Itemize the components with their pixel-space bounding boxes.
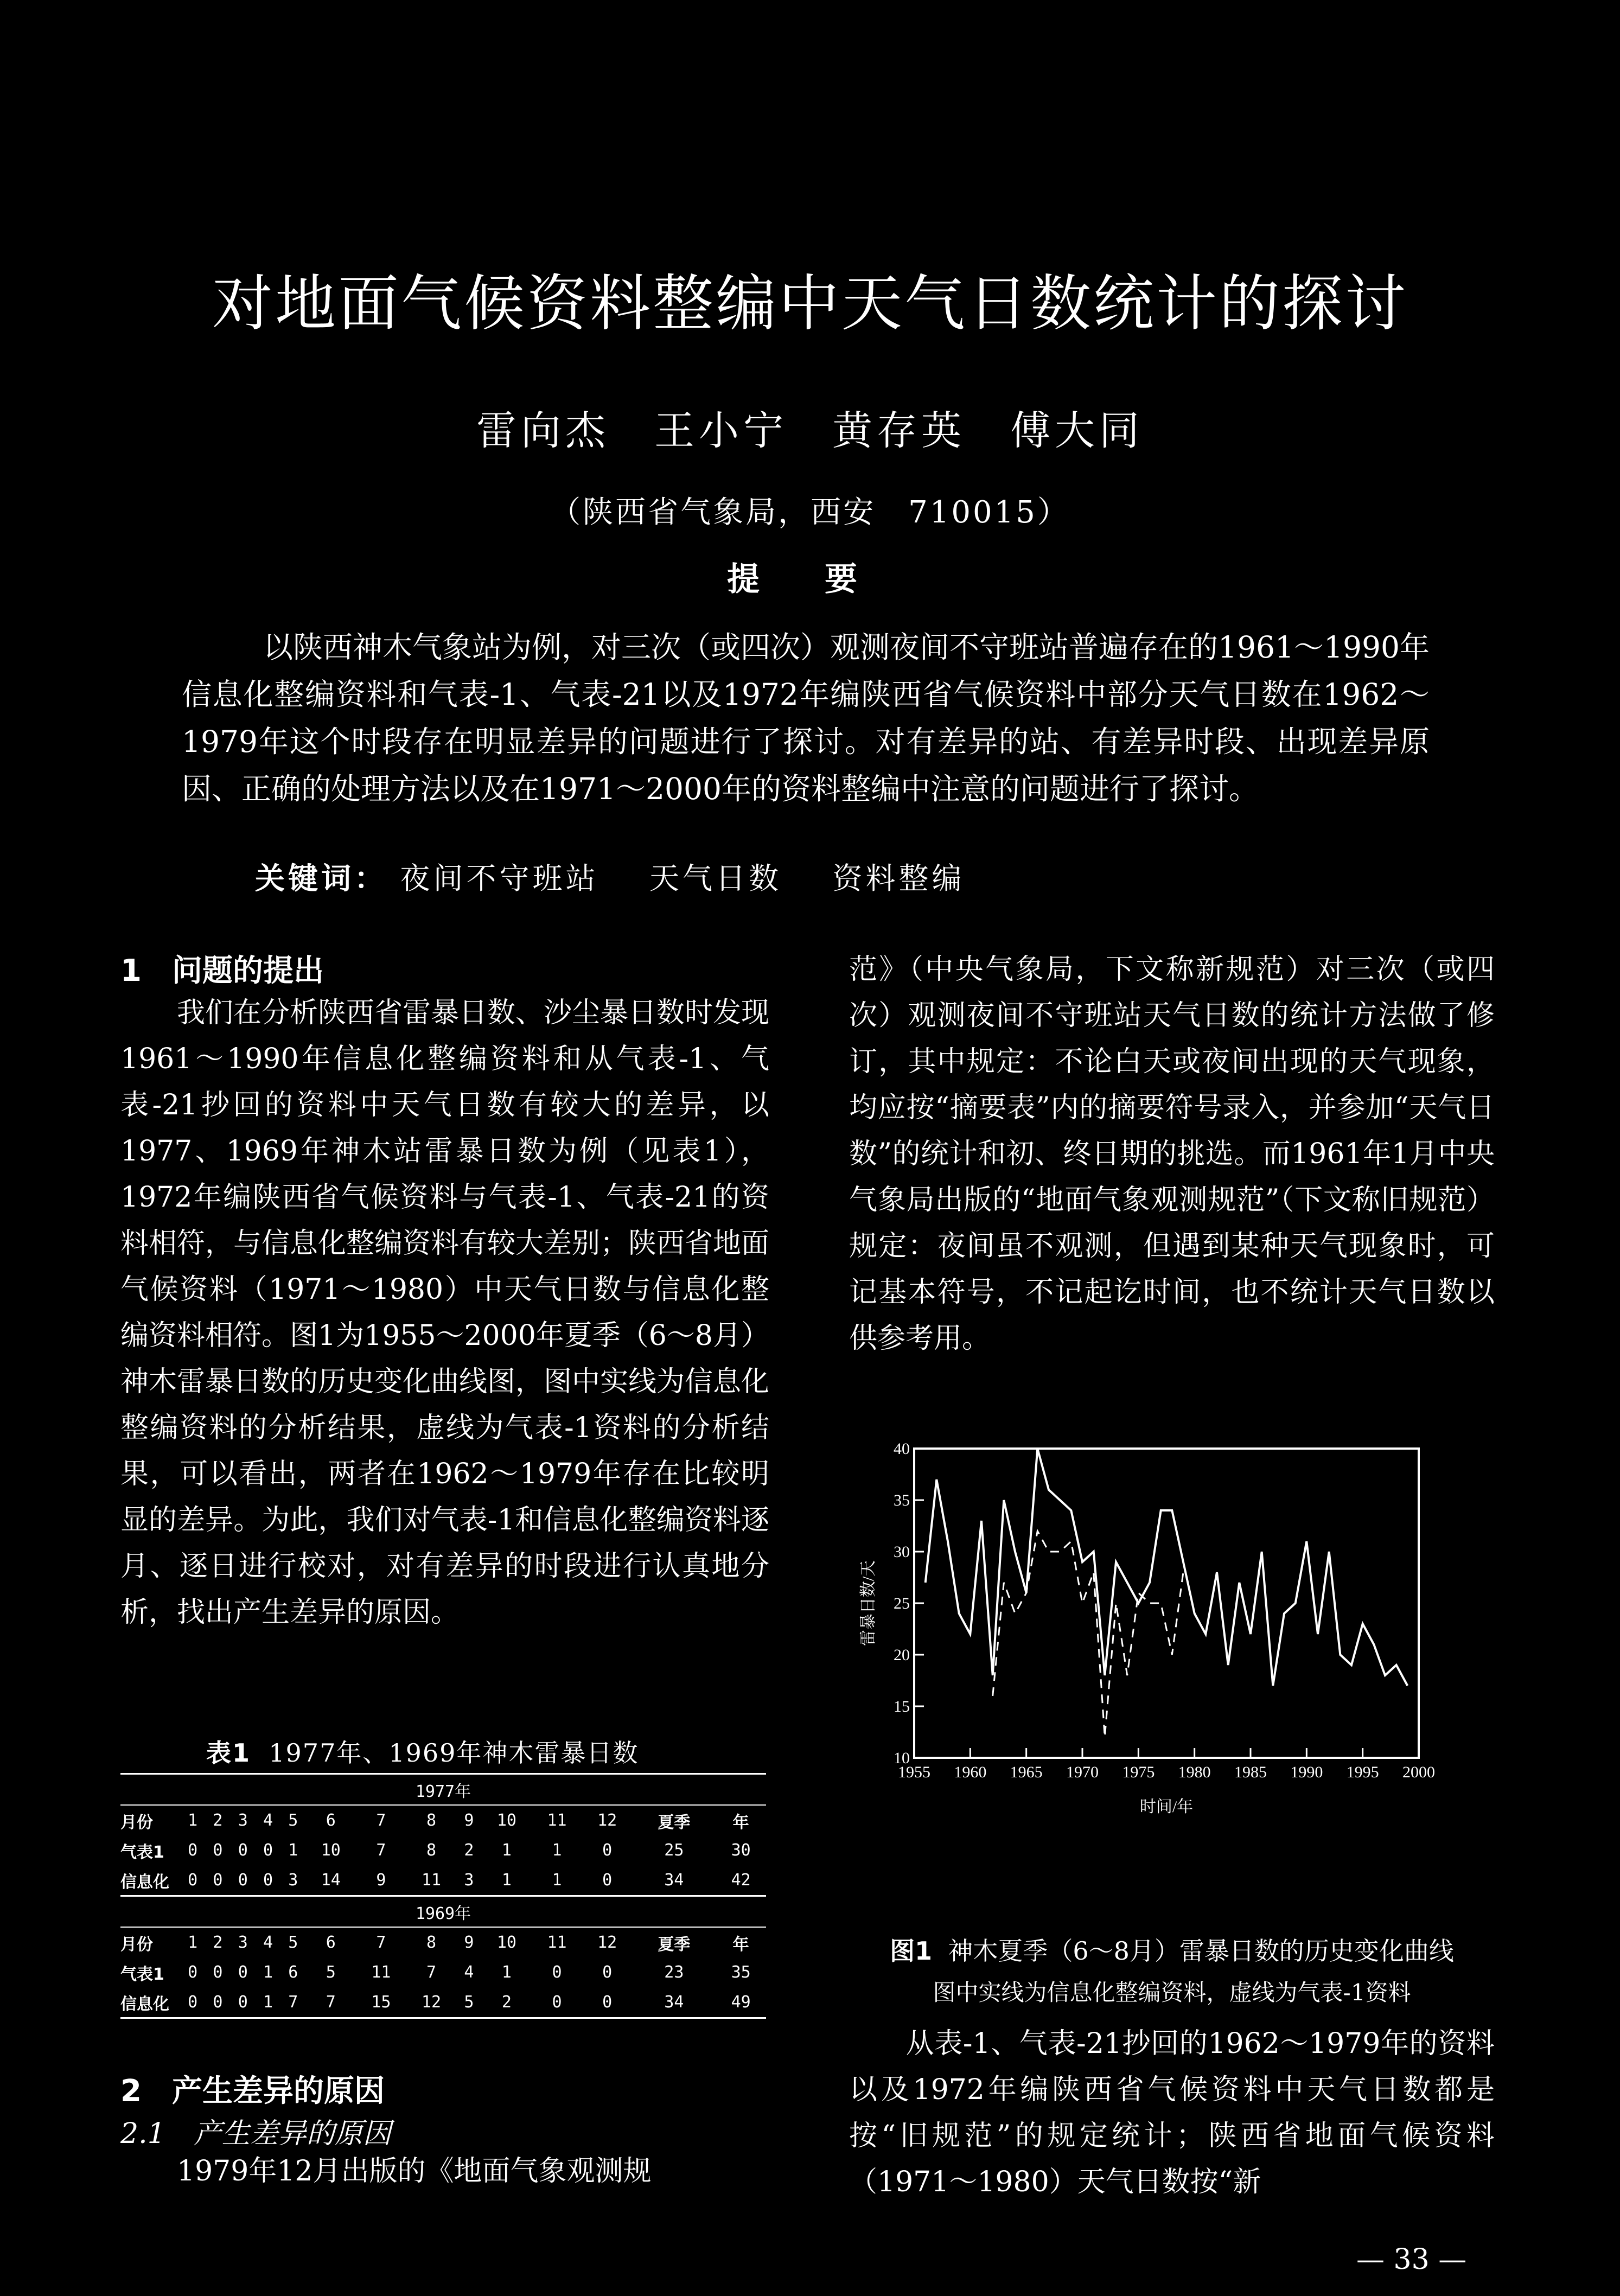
x-tick-label: 1975 [1122,1763,1155,1781]
section1-heading: 1 问题的提出 [120,953,324,988]
table-cell: 35 [731,1963,751,1982]
table-header-cell: 10 [482,1927,532,1957]
table-cell: 14 [305,1865,356,1896]
section2-heading: 2 产生差异的原因 [120,2074,385,2109]
table-header-cell: 3 [231,1805,256,1835]
x-axis-label: 时间/年 [1139,1798,1194,1816]
table-cell: 1 [501,1841,512,1860]
table-header-cell: 5 [280,1805,305,1835]
table-cell: 0 [205,1865,230,1896]
table-cell: 1 [256,1987,280,2018]
table-cell: 气表1 [120,1842,164,1862]
table1-caption [206,1733,639,1769]
table-cell: 0 [188,1841,198,1860]
table-cell: 42 [716,1865,766,1896]
table-row [120,1987,766,2018]
table-header-cell: 12 [582,1927,633,1957]
figure1-note: 图中实线为信息化整编资料，虚线为气表-1资料 [933,1979,1411,2006]
abstract [182,624,1430,813]
table-cell: 4 [464,1963,474,1982]
table-cell: 1 [263,1963,273,1982]
table-row [120,1865,766,1896]
table-cell: 1 [552,1841,562,1860]
table-cell: 34 [632,1987,716,2018]
table-cell: 7 [376,1841,386,1860]
table-header-cell: 12 [582,1805,633,1835]
y-tick-label: 35 [894,1491,910,1509]
table-cell: 12 [406,1987,457,2018]
abstract-heading: 提要 [727,560,922,598]
table-cell: 气表1 [120,1965,164,1984]
table-cell: 0 [602,1963,613,1982]
x-tick-label: 1960 [954,1763,987,1781]
table-cell: 34 [632,1865,716,1896]
table-cell: 0 [180,1865,205,1896]
table-cell: 23 [664,1963,684,1982]
table-cell: 1 [532,1865,582,1896]
table-header-cell: 10 [482,1805,532,1835]
table-cell: 0 [256,1865,280,1896]
table-header-row [120,1927,766,1957]
section1-body [120,990,769,1636]
authors: 雷向杰 王小宁 黄存英 傅大同 [476,407,1144,454]
table-header-cell: 月份 [120,1805,180,1835]
table-cell: 7 [305,1987,356,2018]
table-header-cell: 1 [180,1927,205,1957]
affiliation: （陕西省气象局，西安 710015） [550,495,1070,530]
table-cell: 1 [482,1865,532,1896]
table-cell: 25 [664,1841,684,1860]
y-tick-label: 30 [894,1543,910,1561]
table-header-cell: 4 [256,1805,280,1835]
keyword: 天气日数 [649,861,782,896]
table-header-cell: 年 [716,1927,766,1957]
table-cell: 0 [582,1865,633,1896]
x-tick-label: 1985 [1234,1763,1267,1781]
y-tick-label: 15 [894,1698,910,1715]
table-cell: 信息化 [120,1865,180,1896]
section2-paragraph: 1979年12月出版的《地面气象观测规 [177,2155,652,2187]
page-number: — 33 — [1356,2243,1467,2276]
table-cell: 0 [602,1841,613,1860]
table-cell: 5 [326,1963,336,1982]
figure1 [849,1432,1495,1828]
table-header-cell: 9 [456,1927,481,1957]
table-cell: 0 [582,1987,633,2018]
table-cell: 2 [464,1841,474,1860]
table-header-cell: 夏季 [632,1927,716,1957]
x-tick-label: 1965 [1010,1763,1043,1781]
table-cell: 49 [716,1987,766,2018]
x-tick-label: 2000 [1402,1763,1435,1781]
right-column-top [849,947,1495,1362]
table-year-row [120,1774,766,1806]
y-tick-label: 40 [894,1440,910,1458]
table-cell: 0 [231,1987,256,2018]
table-header-cell: 2 [205,1805,230,1835]
y-tick-label: 10 [894,1749,910,1767]
table-header-cell: 年 [716,1805,766,1835]
table-cell: 10 [321,1841,341,1860]
y-axis-label: 雷暴日数/天 [859,1560,877,1647]
table-cell: 30 [731,1841,751,1860]
table1-label: 表1 [206,1738,251,1768]
table-cell: 0 [213,1841,223,1860]
figure1-title: 神木夏季（6～8月）雷暴日数的历史变化曲线 [948,1936,1454,1966]
table-header-cell: 3 [231,1927,256,1957]
table-header-cell: 2 [205,1927,230,1957]
table1-grid [120,1773,766,2019]
table-header-cell: 11 [532,1927,582,1957]
table-header-cell: 7 [356,1927,406,1957]
y-tick-label: 20 [894,1646,910,1664]
table-header-cell: 8 [406,1927,457,1957]
table-header-cell: 6 [305,1805,356,1835]
table-cell: 3 [280,1865,305,1896]
table-cell: 0 [213,1963,223,1982]
table-header-cell: 11 [532,1805,582,1835]
table-year-row [120,1896,766,1928]
keywords-label: 关键词： [255,861,388,896]
table-header-cell: 5 [280,1927,305,1957]
x-tick-label: 1980 [1178,1763,1211,1781]
table-cell: 0 [238,1963,248,1982]
table-year-label: 1969年 [415,1904,471,1923]
figure1-chart [849,1432,1495,1828]
table1-title: 1977年、1969年神木雷暴日数 [269,1738,639,1768]
table-cell: 2 [482,1987,532,2018]
keyword: 夜间不守班站 [400,861,599,896]
table-header-cell: 4 [256,1927,280,1957]
table-header-cell: 8 [406,1805,457,1835]
table-cell: 信息化 [120,1987,180,2018]
abstract-text: 以陕西神木气象站为例，对三次（或四次）观测夜间不守班站普遍存在的1961～1990年信息化整编资料和气表-1、气表-21以及1972年编陕西省气候资料中部分天气日数在1962～1979年这个时段存在明显差异的问题进行了探讨。对有差异的站、有差异时段、出现差异原因、正确的处理方法以及在1971～2000年的资料整编中注意的问题进行了探讨。 [182,630,1430,806]
table-cell: 9 [356,1865,406,1896]
table-cell: 11 [406,1865,457,1896]
keyword: 资料整编 [832,861,965,896]
table-header-cell: 夏季 [632,1805,716,1835]
chart-frame [914,1449,1419,1758]
table-cell: 11 [371,1963,391,1982]
table-header-cell: 1 [180,1805,205,1835]
right-paragraph-2: 从表-1、气表-21抄回的1962～1979年的资料以及1972年编陕西省气候资料中天气日数都是按“旧规范”的规定统计；陕西省地面气候资料（1971～1980）天气日数按“新 [849,2027,1495,2198]
table-header-cell: 月份 [120,1927,180,1957]
x-tick-label: 1955 [898,1763,930,1781]
table-cell: 0 [180,1987,205,2018]
table-cell: 5 [456,1987,481,2018]
table-year-label: 1977年 [120,1774,766,1806]
section2-body [120,2148,769,2195]
x-tick-label: 1970 [1066,1763,1099,1781]
table-cell: 0 [231,1865,256,1896]
table-header-cell: 7 [356,1805,406,1835]
right-paragraph-1: 范》（中央气象局，下文称新规范）对三次（或四次）观测夜间不守班站天气日数的统计方法做了修订，其中规定：不论白天或夜间出现的天气现象，均应按“摘要表”内的摘要符号录入，并参加“天气日数”的统计和初、终日期的挑选。而1961年1月中央气象局出版的“地面气象观测规范”（下文称旧规范）规定：夜间虽不观测，但遇到某种天气现象时，可记基本符号，不记起讫时间，也不统计天气日数以供参考用。 [849,953,1495,1355]
table-row [120,1957,766,1987]
table-cell: 0 [188,1963,198,1982]
y-tick-label: 25 [894,1595,910,1612]
table-header-cell: 9 [456,1805,481,1835]
right-column-bottom [849,2021,1495,2205]
table-cell: 1 [501,1963,512,1982]
section2-1-heading: 2.1 产生差异的原因 [120,2118,391,2150]
figure1-caption [849,1931,1495,2007]
figure1-label: 图1 [890,1936,933,1966]
keywords [255,854,1003,897]
table-cell: 0 [532,1987,582,2018]
table-cell: 6 [288,1963,298,1982]
table-cell: 0 [263,1841,273,1860]
table-cell: 0 [552,1963,562,1982]
series-line-2 [993,1531,1183,1737]
paper-title: 对地面气候资料整编中天气日数统计的探讨 [212,269,1408,339]
table-header-cell: 6 [305,1927,356,1957]
table1 [120,1773,766,2019]
table-cell: 7 [280,1987,305,2018]
table-cell: 0 [205,1987,230,2018]
section1-paragraph: 我们在分析陕西省雷暴日数、沙尘暴日数时发现1961～1990年信息化整编资料和从气表-1、气表-21抄回的资料中天气日数有较大的差异，以1977、1969年神木站雷暴日数为例（见表1），1972年编陕西省气候资料与气表-1、气表-21的资料相符，与信息化整编资料有较大差别；陕西省地面气候资料（1971～1980）中天气日数与信息化整编资料相符。图1为1955～2000年夏季（6～8月）神木雷暴日数的历史变化曲线图，图中实线为信息化整编资料的分析结果，虚线为气表-1资料的分析结果，可以看出，两者在1962～1979年存在比较明显的差异。为此，我们对气表-1和信息化整编资料逐月、逐日进行校对，对有差异的时段进行认真地分析，找出产生差异的原因。 [120,997,770,1629]
table-cell: 0 [238,1841,248,1860]
table-row [120,1835,766,1865]
table-cell: 3 [456,1865,481,1896]
table-cell: 7 [426,1963,437,1982]
x-tick-label: 1990 [1290,1763,1323,1781]
table-cell: 15 [356,1987,406,2018]
x-tick-label: 1995 [1346,1763,1379,1781]
table-cell: 8 [426,1841,437,1860]
table-cell: 1 [288,1841,298,1860]
table-header-row [120,1805,766,1835]
